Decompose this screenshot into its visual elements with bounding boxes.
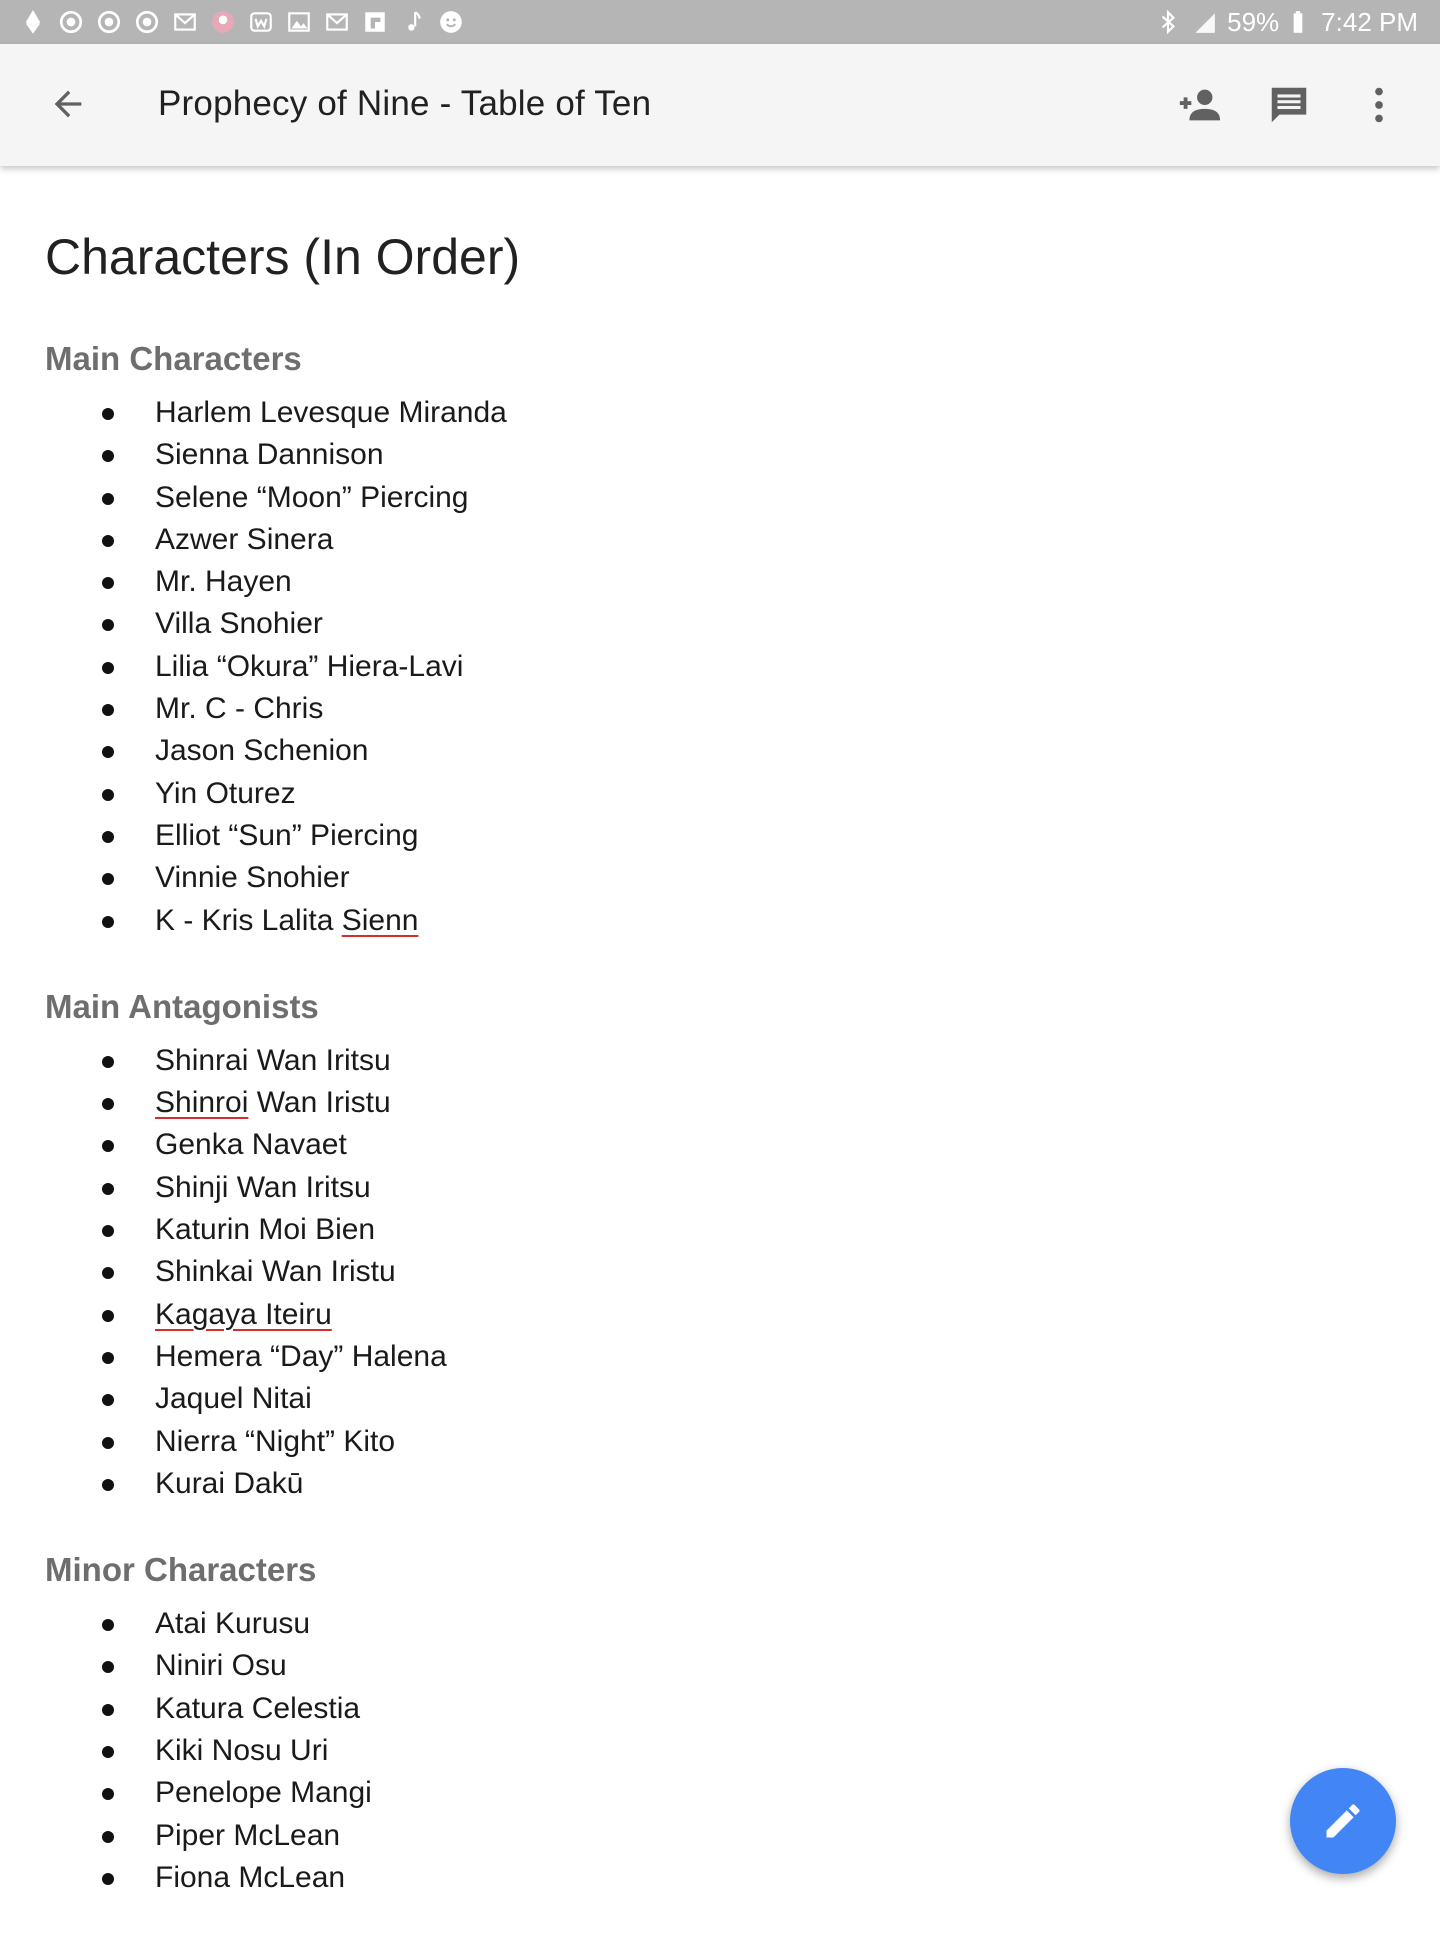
wattpad-icon	[248, 9, 274, 35]
document-body[interactable]	[45, 222, 1345, 1941]
list-item: Genka Navaet	[45, 1124, 1345, 1166]
smiley-icon	[438, 9, 464, 35]
list-item: Shinkai Wan Iristu	[45, 1251, 1345, 1293]
status-bar	[0, 0, 1440, 44]
chrome-icon	[58, 9, 84, 35]
section-minor-characters	[45, 1547, 1345, 1899]
section-heading: Minor Characters	[45, 1551, 317, 1589]
list-item: Kiki Nosu Uri	[45, 1730, 1345, 1772]
list-item: Katurin Moi Bien	[45, 1209, 1345, 1251]
list-item: Shinji Wan Iritsu	[45, 1167, 1345, 1209]
section-heading: Main Antagonists	[45, 987, 319, 1025]
list-item: Kurai Dakū	[45, 1463, 1345, 1505]
bluetooth-icon	[1155, 9, 1181, 35]
chrome-icon	[96, 9, 122, 35]
list-item: Mr. Hayen	[45, 561, 1345, 603]
section-heading: Main Characters	[45, 340, 302, 377]
list-item: Selene “Moon” Piercing	[45, 477, 1345, 519]
gmail-icon	[172, 9, 198, 35]
list-item: Sienna Dannison	[45, 434, 1345, 476]
gmail-icon	[324, 9, 350, 35]
list-item: Fiona McLean	[45, 1857, 1345, 1899]
more-vert-icon[interactable]	[1352, 78, 1406, 132]
list-item: Mr. C - Chris	[45, 688, 1345, 730]
list-item: Penelope Mangi	[45, 1772, 1345, 1814]
character-list	[45, 392, 1345, 942]
list-item: K - Kris Lalita Sienn	[45, 900, 1345, 942]
edit-fab-button[interactable]	[1290, 1768, 1396, 1874]
add-person-icon[interactable]	[1172, 78, 1226, 132]
ethereum-icon	[20, 9, 46, 35]
section-main-antagonists	[45, 984, 1345, 1505]
battery-icon	[1285, 9, 1311, 35]
list-item: Elliot “Sun” Piercing	[45, 815, 1345, 857]
spellcheck-flagged-word[interactable]: Kagaya Iteiru	[155, 1297, 332, 1331]
list-item: Shinroi Wan Iristu	[45, 1082, 1345, 1124]
list-item: Villa Snohier	[45, 603, 1345, 645]
list-item: Jaquel Nitai	[45, 1378, 1345, 1420]
spellcheck-flagged-word[interactable]: Shinroi	[155, 1086, 249, 1120]
app-toolbar	[0, 44, 1440, 166]
list-item: Harlem Levesque Miranda	[45, 392, 1345, 434]
spellcheck-flagged-word[interactable]: Sienn	[341, 903, 419, 937]
notification-icons	[20, 9, 476, 35]
list-item: Katura Celestia	[45, 1688, 1345, 1730]
section-main-characters	[45, 336, 1345, 942]
battery-percent: 59%	[1227, 6, 1280, 37]
list-item: Atai Kurusu	[45, 1603, 1345, 1645]
list-item: Azwer Sinera	[45, 519, 1345, 561]
list-item: Hemera “Day” Halena	[45, 1336, 1345, 1378]
avatar-notification-icon	[210, 9, 236, 35]
flipboard-icon	[362, 9, 388, 35]
document-title: Prophecy of Nine - Table of Ten	[158, 84, 652, 123]
music-note-icon	[400, 9, 426, 35]
list-item: Nierra “Night” Kito	[45, 1421, 1345, 1463]
list-item: Lilia “Okura” Hiera-Lavi	[45, 646, 1345, 688]
doc-heading: Characters (In Order)	[45, 229, 521, 285]
lte-signal-icon	[1191, 9, 1217, 35]
list-item	[45, 1294, 1345, 1336]
clock: 7:42 PM	[1321, 6, 1418, 37]
character-list	[45, 1040, 1345, 1505]
system-status	[1149, 7, 1418, 38]
list-item: Jason Schenion	[45, 730, 1345, 772]
list-item: Vinnie Snohier	[45, 857, 1345, 899]
chrome-icon	[134, 9, 160, 35]
comment-icon[interactable]	[1262, 78, 1316, 132]
image-icon	[286, 9, 312, 35]
list-item: Yin Oturez	[45, 773, 1345, 815]
list-item: Niniri Osu	[45, 1645, 1345, 1687]
list-item: Piper McLean	[45, 1815, 1345, 1857]
edit-pencil-icon	[1321, 1799, 1365, 1843]
character-list	[45, 1603, 1345, 1899]
list-item: Shinrai Wan Iritsu	[45, 1040, 1345, 1082]
arrow-back-icon[interactable]	[44, 80, 92, 128]
